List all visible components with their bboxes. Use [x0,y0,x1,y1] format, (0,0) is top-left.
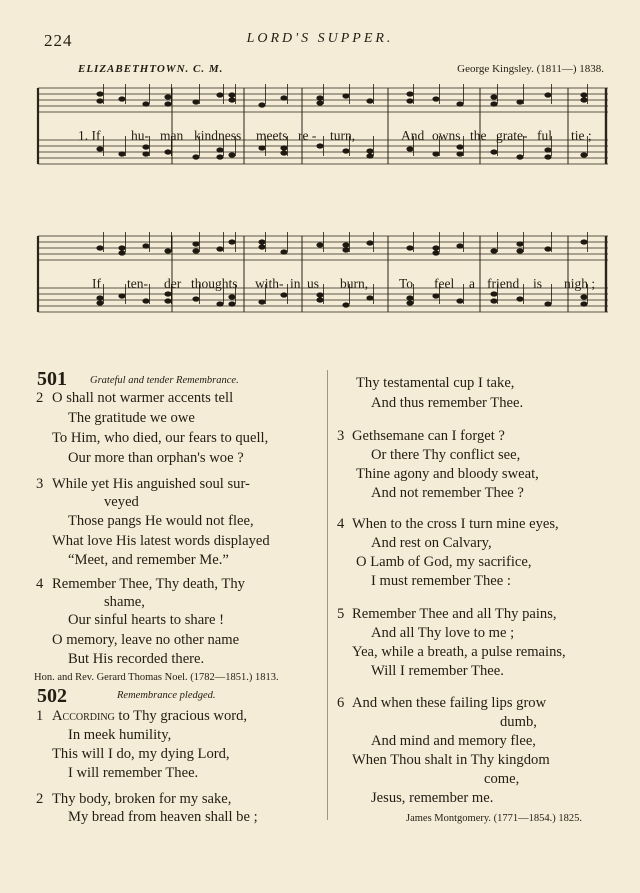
note-head [228,294,235,299]
verse-line: I will remember Thee. [68,765,199,781]
author-credit: James Montgomery. (1771—1854.) 1825. [406,813,583,824]
note-head [192,241,199,246]
note-head [96,98,103,103]
note-head [432,151,439,156]
lyric-syllable: And [401,128,425,143]
note-head [432,293,439,298]
verse-line: In meek humility, [68,727,172,743]
lyric-syllable: friend [487,276,520,291]
note-head [280,145,287,150]
verse-line: I must remember Thee : [371,573,511,589]
stanza-number: 2 [36,390,44,406]
verse-line: And not remember Thee ? [371,485,524,501]
note-head [192,99,199,104]
verse-line: Or there Thy conflict see, [371,447,521,463]
verse-line: Remember Thee and all Thy pains, [352,606,557,622]
verse-line [52,708,247,725]
note-head [456,243,463,248]
verse-line: And rest on Calvary, [371,535,492,551]
stanza-number: 5 [337,606,345,622]
note-head [366,295,373,300]
note-head [280,292,287,297]
note-head [580,301,587,306]
hymn-subtitle: Grateful and tender Remembrance. [90,375,239,386]
lyric-syllable: man [160,128,184,143]
lyric-syllable: grate- [496,128,528,143]
verse-line: shame, [104,594,145,610]
lyric-syllable: owns [432,128,461,143]
verse-line-rest: to Thy gracious word, [114,708,248,724]
note-head [280,249,287,254]
note-head [118,293,125,298]
note-head [432,250,439,255]
note-head [342,93,349,98]
hymn-subtitle: Remembrance pledged. [117,690,216,701]
author-credit: Hon. and Rev. Gerard Thomas Noel. (1782—1851.) 1813. [34,672,279,683]
verse-line: Our more than orphan's woe ? [68,450,244,466]
note-head [406,98,413,103]
note-head [258,244,265,249]
stanza-number: 4 [337,516,345,532]
verse-line: Will I remember Thee. [371,663,504,679]
note-head [96,295,103,300]
note-head [316,292,323,297]
note-head [580,92,587,97]
note-head [342,302,349,307]
verse-line: Thy body, broken for my sake, [52,791,232,807]
stanza-number: 3 [36,476,44,492]
verse-line: Thine agony and bloody sweat, [356,466,539,482]
note-head [142,144,149,149]
note-head [192,248,199,253]
note-head [192,296,199,301]
lyric-syllable: thoughts [191,276,238,291]
verse-line: When Thou shalt in Thy kingdom [352,752,550,768]
tune-composer: George Kingsley. (1811—) 1838. [457,63,604,75]
stanza-number: 4 [36,576,44,592]
verse-line: And mind and memory flee, [371,733,536,749]
note-head [216,147,223,152]
note-head [164,291,171,296]
column-divider [327,370,328,820]
verse-line: “Meet, and remember Me.” [68,552,229,568]
note-head [342,242,349,247]
note-head [490,298,497,303]
note-head [164,101,171,106]
verse-line: What love His latest words displayed [52,533,270,549]
note-head [96,245,103,250]
note-head [516,99,523,104]
verse-line: veyed [104,494,139,510]
note-head [216,301,223,306]
lyric-syllable: ten- [127,276,148,291]
note-head [366,148,373,153]
verse-line: While yet His anguished soul sur- [52,476,250,492]
note-head [258,102,265,107]
verse-line: O Lamb of God, my sacrifice, [356,554,532,570]
verse-line: And when these failing lips grow [352,695,547,711]
note-head [544,301,551,306]
lyric-syllable: re - [298,128,317,143]
lyric-syllable: If [92,276,101,291]
page-number: 224 [44,31,73,50]
note-head [258,145,265,150]
note-head [490,248,497,253]
note-head [258,239,265,244]
note-head [342,247,349,252]
hymn-number: 501 [37,368,67,390]
note-head [544,246,551,251]
note-head [366,240,373,245]
lyric-syllable: kindness [194,128,242,143]
note-head [280,95,287,100]
note-head [432,96,439,101]
lyric-syllable: is [533,276,543,291]
lyric-syllable: 1. If [78,128,101,143]
note-head [164,298,171,303]
note-head [490,101,497,106]
lyric-syllable: feel [434,276,455,291]
note-head [516,248,523,253]
note-head [164,94,171,99]
note-head [228,301,235,306]
note-head [342,148,349,153]
note-head [406,245,413,250]
verse-line: Thy testamental cup I take, [356,375,515,391]
lyric-syllable: hu- [131,128,149,143]
lyric-syllable: the [470,128,487,143]
note-head [216,92,223,97]
note-head [280,150,287,155]
tune-name: ELIZABETHTOWN. C. M. [78,63,224,75]
note-head [432,245,439,250]
note-head [456,298,463,303]
note-head [316,95,323,100]
verse-line: Remember Thee, Thy death, Thy [52,576,245,592]
verse-line: Gethsemane can I forget ? [352,428,505,444]
note-head [580,294,587,299]
note-head [516,154,523,159]
note-head [516,296,523,301]
note-head [118,151,125,156]
note-head [96,146,103,151]
first-word: According [52,708,115,724]
verse-line: When to the cross I turn mine eyes, [352,516,559,532]
verse-line: To Him, who died, our fears to quell, [52,430,269,446]
lyric-syllable: burn, [340,276,369,291]
verse-line: This will I do, my dying Lord, [52,746,230,762]
verse-line: come, [484,771,520,787]
note-head [228,239,235,244]
lyric-syllable: turn, [330,128,356,143]
note-head [366,153,373,158]
note-head [580,97,587,102]
note-head [456,144,463,149]
note-head [366,98,373,103]
note-head [228,152,235,157]
note-head [580,152,587,157]
note-head [96,300,103,305]
note-head [316,242,323,247]
verse-line: Yea, while a breath, a pulse remains, [352,644,566,660]
note-head [142,151,149,156]
note-head [216,246,223,251]
note-head [490,149,497,154]
note-head [456,101,463,106]
note-head [490,94,497,99]
note-head [490,291,497,296]
verse-line: And thus remember Thee. [371,395,524,411]
note-head [192,154,199,159]
stanza-number: 6 [337,695,345,711]
note-head [228,97,235,102]
note-head [544,147,551,152]
note-head [406,146,413,151]
note-head [258,299,265,304]
lyric-syllable: tie ; [571,128,592,143]
note-head [544,154,551,159]
note-head [118,245,125,250]
note-head [316,143,323,148]
running-head: LORD'S SUPPER. [246,31,394,46]
lyric-syllable: der [164,276,182,291]
note-head [96,91,103,96]
lyric-syllable: with- [255,276,284,291]
note-head [142,243,149,248]
note-head [544,92,551,97]
stanza-number: 1 [36,708,44,724]
note-head [406,91,413,96]
note-head [406,295,413,300]
music-score [0,0,640,360]
note-head [216,154,223,159]
note-head [516,241,523,246]
verse-line: Our sinful hearts to share ! [68,612,225,628]
note-head [164,149,171,154]
note-head [316,297,323,302]
note-head [142,298,149,303]
note-head [580,239,587,244]
lyric-syllable: ful [537,128,552,143]
verse-line: Jesus, remember me. [371,790,494,806]
note-head [118,250,125,255]
verse-line: O memory, leave no other name [52,632,240,648]
note-head [142,101,149,106]
lyric-syllable: a [469,276,475,291]
verse-line: But His recorded there. [68,651,205,667]
note-head [164,248,171,253]
note-head [406,300,413,305]
lyric-syllable: meets [256,128,288,143]
verse-line: O shall not warmer accents tell [52,390,234,406]
lyric-syllable: in [290,276,301,291]
verse-line: dumb, [500,714,537,730]
stanza-number: 2 [36,791,44,807]
note-head [316,100,323,105]
note-head [118,96,125,101]
stanza-number: 3 [337,428,345,444]
verse-line: The gratitude we owe [68,410,195,426]
hymn-number: 502 [37,685,67,707]
lyric-syllable: To [399,276,414,291]
verse-line: Those pangs He would not flee, [68,513,254,529]
lyric-syllable: nigh ; [564,276,596,291]
note-head [456,151,463,156]
verse-line: And all Thy love to me ; [371,625,515,641]
note-head [228,92,235,97]
verse-line: My bread from heaven shall be ; [68,809,258,825]
lyric-syllable: us [307,276,320,291]
